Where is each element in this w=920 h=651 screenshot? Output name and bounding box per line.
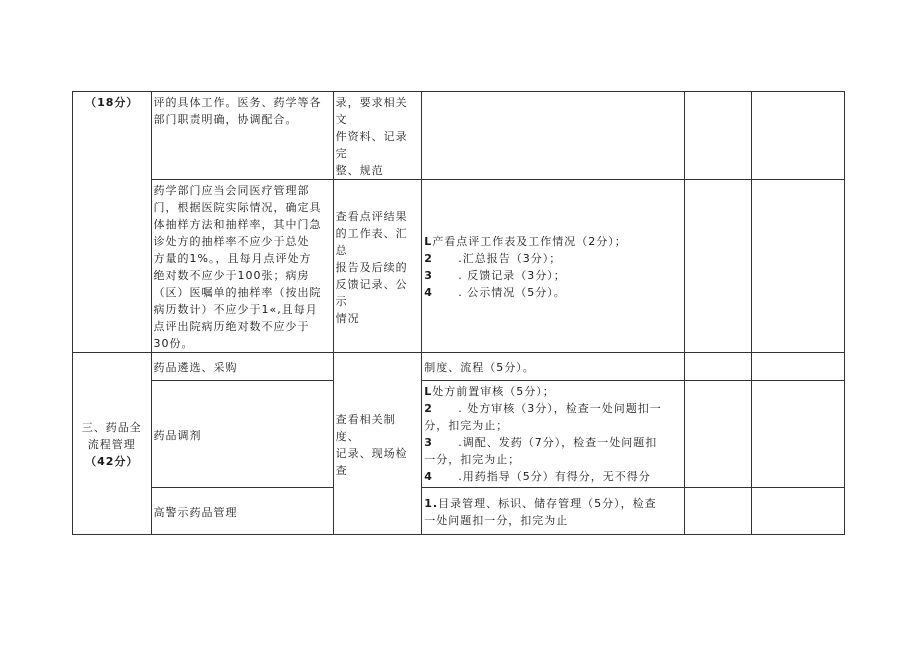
- method-line: 查看点评结果: [335, 209, 408, 223]
- remark-cell: [752, 180, 845, 353]
- scoring-line: L处方前置审核（5分）；: [424, 385, 555, 398]
- category-cell: [73, 353, 152, 535]
- remark-cell: [752, 381, 845, 488]
- scoring-cell: [422, 180, 685, 353]
- item-name-cell: [151, 381, 333, 488]
- method-line: 报告及后续的: [335, 260, 408, 274]
- scoring-line: 4 .用药指导（5分）有得分，无不得分: [424, 470, 651, 483]
- category-cell: [73, 92, 152, 353]
- scoring-line: 4 . 公示情况（5分）。: [424, 286, 566, 299]
- item-name-cell: [151, 353, 333, 381]
- requirement-cell: [151, 180, 333, 353]
- method-line: 的工作表、汇总: [335, 226, 408, 257]
- scoring-line: 一处问题扣一分，扣完为止: [424, 514, 569, 527]
- requirement-line: 评的具体工作。医务、药学等各: [153, 96, 322, 109]
- score-cell: [684, 488, 751, 535]
- remark-cell: [752, 488, 845, 535]
- requirement-cell: [151, 92, 333, 180]
- category-score: （18分）: [85, 96, 139, 109]
- item-name: 药品遴选、采购: [153, 361, 238, 374]
- category-line: 流程管理: [87, 438, 136, 451]
- method-line: 件资料、记录完: [335, 130, 408, 160]
- table-row: [73, 353, 845, 381]
- method-line: 整、规范: [335, 164, 384, 177]
- requirement-line: 体抽样方法和抽样率，其中门急: [153, 218, 322, 231]
- remark-cell: [752, 92, 845, 180]
- method-cell: [333, 353, 422, 535]
- method-cell: [333, 92, 422, 180]
- scoring-line: 3 .调配、发药（7分），检查一处问题扣: [424, 436, 658, 449]
- item-name: 药品调剂: [153, 428, 202, 442]
- scoring-cell: [422, 381, 685, 488]
- scoring-line: 制度、流程（5分）。: [424, 361, 535, 374]
- method-cell: [333, 180, 422, 353]
- score-cell: [684, 381, 751, 488]
- score-cell: [684, 180, 751, 353]
- method-line: 反馈记录、公示: [335, 277, 408, 308]
- method-line: 录，要求相关文: [335, 96, 408, 126]
- evaluation-table: [72, 91, 845, 535]
- scoring-cell: [422, 488, 685, 535]
- category-score: （42分）: [85, 455, 139, 468]
- requirement-line: 方量的1%。，且每月点评处方: [153, 252, 312, 265]
- scoring-cell: [422, 92, 685, 180]
- requirement-line: 诊处方的抽样率不应少于总处: [153, 235, 310, 248]
- requirement-line: 点评出院病历绝对数不应少于: [153, 320, 310, 333]
- requirement-line: 部门职责明确，协调配合。: [153, 113, 298, 126]
- score-cell: [684, 92, 751, 180]
- scoring-line: 2 .汇总报告（3分）；: [424, 252, 562, 265]
- table-row: [73, 381, 845, 488]
- scoring-line: 3 . 反馈记录（3分）；: [424, 269, 566, 282]
- requirement-line: （区）医嘱单的抽样率（按出院: [153, 286, 322, 299]
- item-name: 高警示药品管理: [153, 505, 238, 519]
- method-line: 情况: [335, 311, 360, 325]
- category-line: 三、药品全: [81, 421, 142, 434]
- requirement-line: 门，根据医院实际情况，确定具: [153, 201, 322, 214]
- scoring-line: 1.目录管理、标识、储存管理（5分），检查: [424, 497, 657, 510]
- scoring-line: L产看点评工作表及工作情况（2分）；: [424, 235, 627, 248]
- table-row: [73, 92, 845, 180]
- score-cell: [684, 353, 751, 381]
- method-line: 记录、现场检查: [335, 446, 408, 477]
- requirement-line: 绝对数不应少于100张；病房: [153, 269, 310, 282]
- scoring-line: 一分，扣完为止；: [424, 453, 521, 466]
- remark-cell: [752, 353, 845, 381]
- scoring-cell: [422, 353, 685, 381]
- table-row: [73, 180, 845, 353]
- method-line: 查看相关制度、: [335, 412, 396, 443]
- item-name-cell: [151, 488, 333, 535]
- requirement-line: 药学部门应当会同医疗管理部: [153, 184, 310, 197]
- requirement-line: 病历数计）不应少于1«,且每月: [153, 303, 318, 316]
- requirement-line: 30份。: [153, 337, 194, 350]
- scoring-line: 分，扣完为止；: [424, 419, 509, 432]
- table-row: [73, 488, 845, 535]
- scoring-line: 2 . 处方审核（3分），检查一处问题扣一: [424, 402, 662, 415]
